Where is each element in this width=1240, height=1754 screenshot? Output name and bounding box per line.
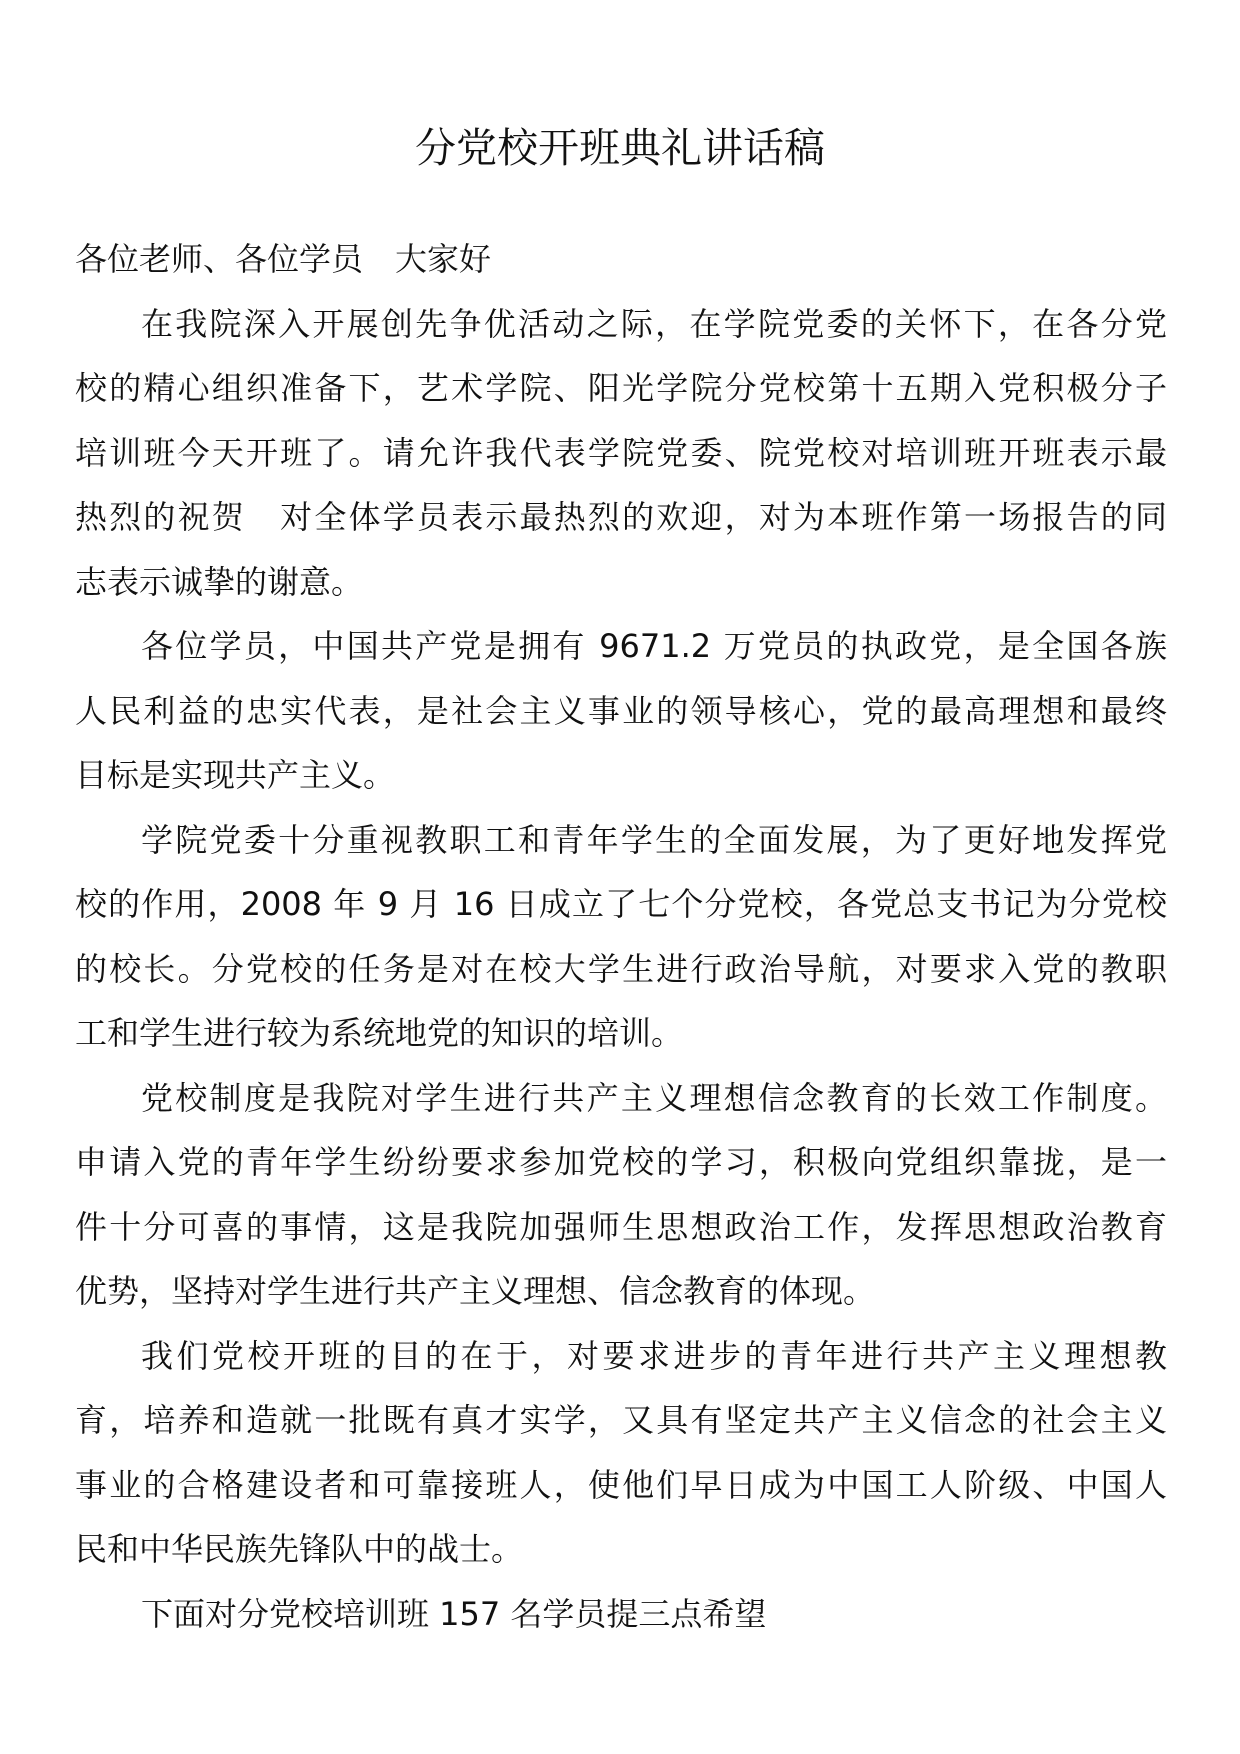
text-line: 育，培养和造就一批既有真才实学，又具有坚定共产主义信念的社会主义 xyxy=(75,1401,1167,1439)
text-line: 热烈的祝贺 对全体学员表示最热烈的欢迎，对为本班作第一场报告的同 xyxy=(75,498,1167,536)
document-title: 分党校开班典礼讲话稿 xyxy=(415,124,825,172)
text-line: 党校制度是我院对学生进行共产主义理想信念教育的长效工作制度。 xyxy=(141,1078,1167,1117)
document-body xyxy=(75,227,1167,1646)
text-line: 下面对分党校培训班 157 名学员提三点希望 xyxy=(141,1594,767,1633)
text-line: 人民利益的忠实代表，是社会主义事业的领导核心，党的最高理想和最终 xyxy=(75,691,1167,730)
text-line: 校的精心组织准备下，艺术学院、阳光学院分党校第十五期入党积极分子 xyxy=(75,369,1167,407)
text-line: 校的作用，2008 年 9 月 16 日成立了七个分党校，各党总支书记为分党校 xyxy=(75,885,1167,923)
text-line: 的校长。分党校的任务是对在校大学生进行政治导航，对要求入党的教职 xyxy=(75,949,1167,988)
text-line: 件十分可喜的事情，这是我院加强师生思想政治工作，发挥思想政治教育 xyxy=(75,1207,1167,1246)
text-line: 学院党委十分重视教职工和青年学生的全面发展，为了更好地发挥党 xyxy=(141,820,1167,859)
text-line: 在我院深入开展创先争优活动之际，在学院党委的关怀下，在各分党 xyxy=(141,304,1167,343)
text-line: 事业的合格建设者和可靠接班人，使他们早日成为中国工人阶级、中国人 xyxy=(75,1465,1167,1504)
text-line: 目标是实现共产主义。 xyxy=(75,756,396,794)
text-line: 志表示诚挚的谢意。 xyxy=(75,562,364,601)
text-line: 各位老师、各位学员 大家好 xyxy=(75,240,492,278)
text-line: 我们党校开班的目的在于，对要求进步的青年进行共产主义理想教 xyxy=(141,1336,1167,1375)
text-line: 民和中华民族先锋队中的战士。 xyxy=(75,1530,524,1568)
text-line: 申请入党的青年学生纷纷要求参加党校的学习，积极向党组织靠拢，是一 xyxy=(75,1143,1167,1181)
text-line: 培训班今天开班了。请允许我代表学院党委、院党校对培训班开班表示最 xyxy=(75,433,1167,472)
text-line: 工和学生进行较为系统地党的知识的培训。 xyxy=(75,1014,684,1052)
text-line: 优势，坚持对学生进行共产主义理想、信念教育的体现。 xyxy=(75,1272,876,1310)
text-line: 各位学员，中国共产党是拥有 9671.2 万党员的执政党，是全国各族 xyxy=(141,627,1167,665)
